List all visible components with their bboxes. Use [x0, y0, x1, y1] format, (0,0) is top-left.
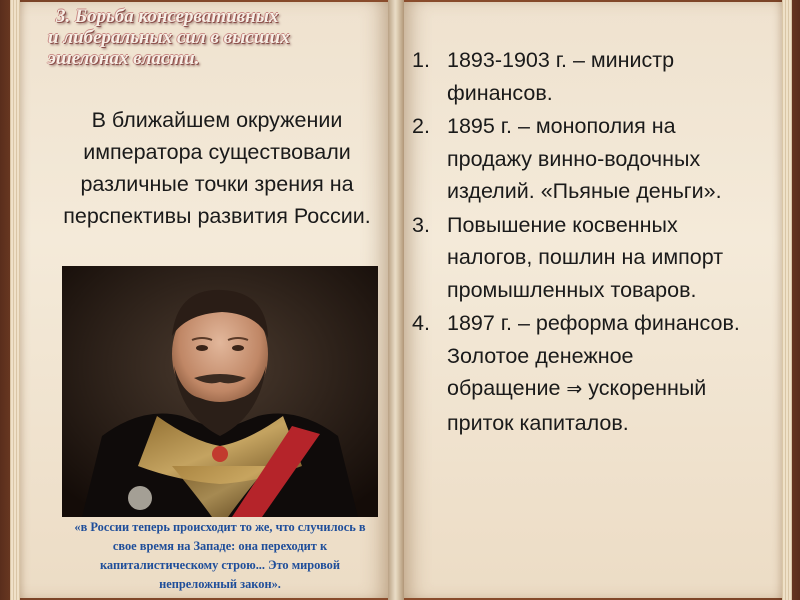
list-item-text: Повышение косвенных налогов, пошлин на импорт промышленных товаров.: [447, 212, 724, 302]
title-line-1: 3. Борьба консервативных: [56, 6, 279, 27]
title-line-3: эшелонах власти.: [48, 48, 200, 69]
slide-title: [30, 6, 390, 69]
intro-text: В ближайшем окружении императора существовали различные точки зрения на перспективы развития России.: [63, 108, 371, 228]
list-item-text: 1895 г. – монополия на продажу винно-водочных изделий. «Пьяные деньги».: [447, 114, 722, 203]
right-page-edge: [782, 0, 792, 600]
title-line-2: и либеральных сил в высших: [48, 27, 290, 48]
list-item-number: 2.: [412, 114, 430, 138]
list-item: [412, 209, 742, 307]
implies-arrow-icon: ⇒: [566, 379, 583, 400]
list-item-text-after: ускоренный приток капиталов.: [447, 376, 707, 435]
list-item: [412, 307, 742, 439]
portrait-image: [62, 266, 378, 517]
list-item-number: 1.: [412, 48, 430, 72]
left-page-edge: [10, 0, 20, 600]
witte-quote: «в России теперь происходит то же, что случилось в свое время на Западе: она переходит к капиталистическому строю... Это мировой непреложный закон».: [74, 520, 366, 591]
list-item-number: 3.: [412, 212, 430, 237]
portrait-drawing: [62, 266, 378, 517]
list-item: [412, 44, 742, 109]
book-spine: [388, 0, 404, 600]
list-item: [412, 110, 742, 208]
list-item-text: 1893-1903 г. – министр финансов.: [447, 48, 675, 105]
policy-list: [412, 44, 742, 440]
list-item-text-before: 1897 г. – реформа финансов. Золотое денежное обращение: [447, 311, 740, 400]
list-item-number: 4.: [412, 311, 430, 335]
